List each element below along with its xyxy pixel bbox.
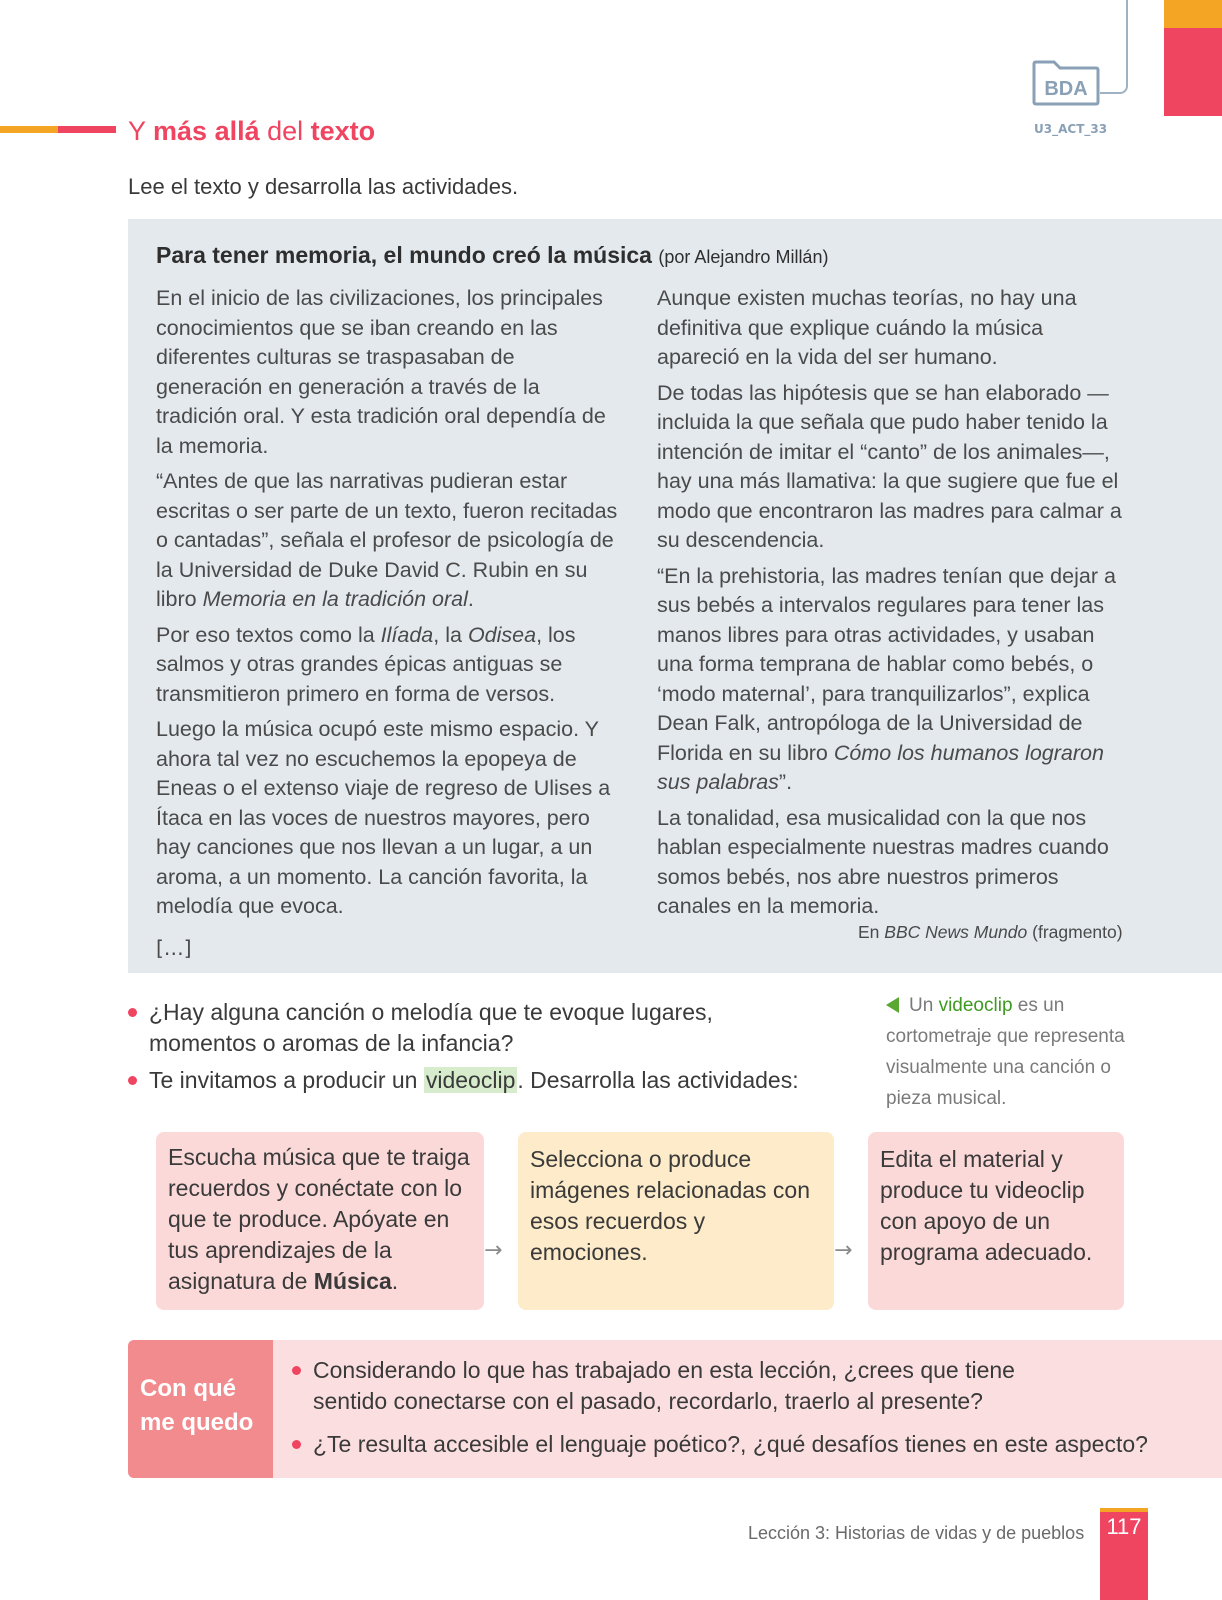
page-number: 117: [1106, 1514, 1142, 1539]
ellipsis: […]: [156, 936, 192, 960]
bullet-icon: [292, 1440, 301, 1449]
bda-code: U3_ACT_33: [1034, 122, 1108, 136]
paragraph: De todas las hipótesis que se han elaborado —incluida la que señala que pudo haber tenido la intención de imitar el “canto” de los animales—, hay una más llamativa: la que sugiere que fue el modo que encontraron las madres para calmar a su descendencia.: [657, 380, 1122, 552]
section-title: Y más allá del texto: [128, 116, 376, 146]
reading-title: Para tener memoria, el mundo creó la música (por Alejandro Millán): [156, 242, 829, 268]
triangle-left-icon: [886, 997, 899, 1013]
instruction-text: Lee el texto y desarrolla las actividades.: [128, 174, 519, 199]
closing-question-1: Considerando lo que has trabajado en esta lección, ¿crees que tiene sentido conectarse con el pasado, recordarlo, traerlo al presente?: [292, 1355, 1172, 1417]
glossary-note: Un videoclip es un cortometraje que representa visualmente una canción o pieza musical.: [886, 995, 1125, 1109]
reading-author: (por Alejandro Millán): [658, 247, 829, 267]
question-1: ¿Hay alguna canción o melodía que te evoque lugares, momentos o aromas de la infancia?: [128, 997, 848, 1059]
paragraph: Por eso textos como la Ilíada, la Odisea, los salmos y otras grandes épicas antiguas se transmitieron primero en forma de versos.: [156, 622, 576, 706]
bda-folder-icon[interactable]: [1030, 58, 1102, 106]
glossary-term: videoclip: [938, 995, 1013, 1016]
corner-tab-pink: [1164, 28, 1222, 116]
question-2: Te invitamos a producir un videoclip. Desarrolla las actividades:: [128, 1065, 868, 1096]
bda-label: BDA: [1044, 78, 1088, 100]
bullet-icon: [128, 1008, 137, 1017]
reading-column-left: [156, 284, 618, 928]
paragraph: “Antes de que las narrativas pudieran estar escritas o ser parte de un texto, fueron recitadas o cantadas”, señala el profesor de psicología de la Universidad de Duke David C. Rubin en su libro Memoria en la tradición oral.: [156, 469, 618, 611]
paragraph: “En la prehistoria, las madres tenían que dejar a sus bebés a intervalos regulares para tener las manos libres para otras actividades, y usaban una forma temprana de hablar como bebés, o ‘modo maternal’, para tranquilizarlos”, explica Dean Falk, antropóloga de la Universidad de Florida en su libro Cómo los humanos lograron sus palabras”.: [657, 563, 1116, 794]
paragraph: Aunque existen muchas teorías, no hay una definitiva que explique cuándo la música apareció en la vida del ser humano.: [657, 286, 1077, 369]
bda-connector-line: [1100, 0, 1128, 94]
corner-tab-orange: [1164, 0, 1222, 28]
closing-question-2: ¿Te resulta accesible el lenguaje poético?, ¿qué desafíos tienes en este aspecto?: [292, 1429, 1192, 1460]
reading-column-right: [657, 284, 1127, 928]
paragraph: Luego la música ocupó este mismo espacio. Y ahora tal vez no escuchemos la epopeya de Eneas o el extenso viaje de regreso de Ulises a Ítaca en las voces de nuestros mayores, pero hay canciones que nos llevan a un lugar, a un aroma, a un momento. La canción favorita, la melodía que evoca.: [156, 717, 611, 918]
step-card-3: Edita el material y produce tu videoclip con apoyo de un programa adecuado.: [868, 1132, 1124, 1310]
step-card-2: Selecciona o produce imágenes relacionadas con esos recuerdos y emociones.: [518, 1132, 834, 1310]
header-bar-orange: [0, 126, 58, 133]
arrow-right-icon: →: [834, 1238, 853, 1263]
paragraph: En el inicio de las civilizaciones, los principales conocimientos que se iban creando en las diferentes culturas se traspasaban de generación en generación a través de la tradición oral. Y esta tradición oral dependía de la memoria.: [156, 286, 606, 458]
videoclip-highlight: videoclip: [425, 1067, 516, 1093]
footer-lesson: Lección 3: Historias de vidas y de pueblos: [748, 1523, 1085, 1543]
header-bar-pink: [58, 126, 116, 133]
arrow-right-icon: →: [484, 1238, 503, 1263]
bullet-icon: [128, 1076, 137, 1085]
closing-label: Con qué me quedo: [140, 1375, 254, 1436]
paragraph: La tonalidad, esa musicalidad con la que nos hablan especialmente nuestras madres cuando somos bebés, nos abre nuestros primeros canales en la memoria.: [657, 805, 1109, 918]
source-citation: En BBC News Mundo (fragmento): [858, 922, 1123, 942]
bullet-icon: [292, 1366, 301, 1375]
step-card-1: Escucha música que te traiga recuerdos y conéctate con lo que te produce. Apóyate en tus aprendizajes de la asignatura de Música.: [156, 1132, 484, 1310]
